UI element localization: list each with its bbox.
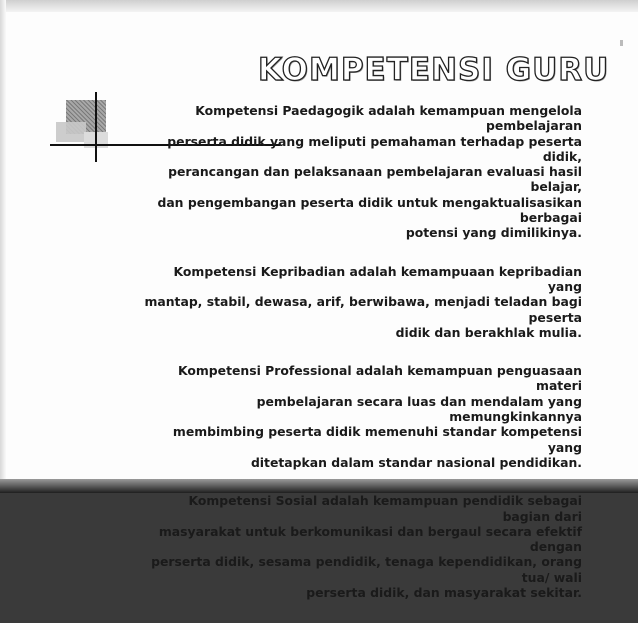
- page-title: KOMPETENSI GURU: [258, 52, 610, 88]
- deco-vertical-line: [95, 92, 97, 162]
- scan-speck: [620, 40, 623, 46]
- paragraph-kepribadian: Kompetensi Kepribadian adalah kemampuaan kepribadian yang mantap, stabil, dewasa, arif, berwibawa, menjadi teladan bagi peserta didik dan berakhlak mulia.: [144, 263, 582, 340]
- competency-text-block: [140, 103, 582, 623]
- paragraph-paedagogik: Kompetensi Paedagogik adalah kemampuan mengelola pembelajaran perserta didik yang meliputi pemahaman terhadap peserta didik, perancangan dan pelaksanaan pembelajaran evaluasi hasil belajar, dan pengembangan peserta didik untuk mengaktualisasikan berbagai potensi yang dimilikinya.: [157, 103, 582, 241]
- page-left-shadow: [0, 0, 6, 493]
- paragraph-professional: Kompetensi Professional adalah kemampuan penguasaan materi pembelajaran secara luas dan mendalam yang memungkinkannya membimbing peserta didik memenuhi standar kompetensi yang ditetapkan dalam standar nasional pendidikan.: [172, 363, 582, 470]
- deco-square-mid: [56, 122, 86, 142]
- page-top-shadow: [0, 0, 638, 12]
- paragraph-sosial: Kompetensi Sosial adalah kemampuan pendidik sebagai bagian dari masyarakat untuk berkomunikasi dan bergaul secara efektif dengan perserta didik, sesama pendidik, tenaga kependidikan, orang tua/ wali perserta didik, dan masyarakat sekitar.: [151, 493, 582, 601]
